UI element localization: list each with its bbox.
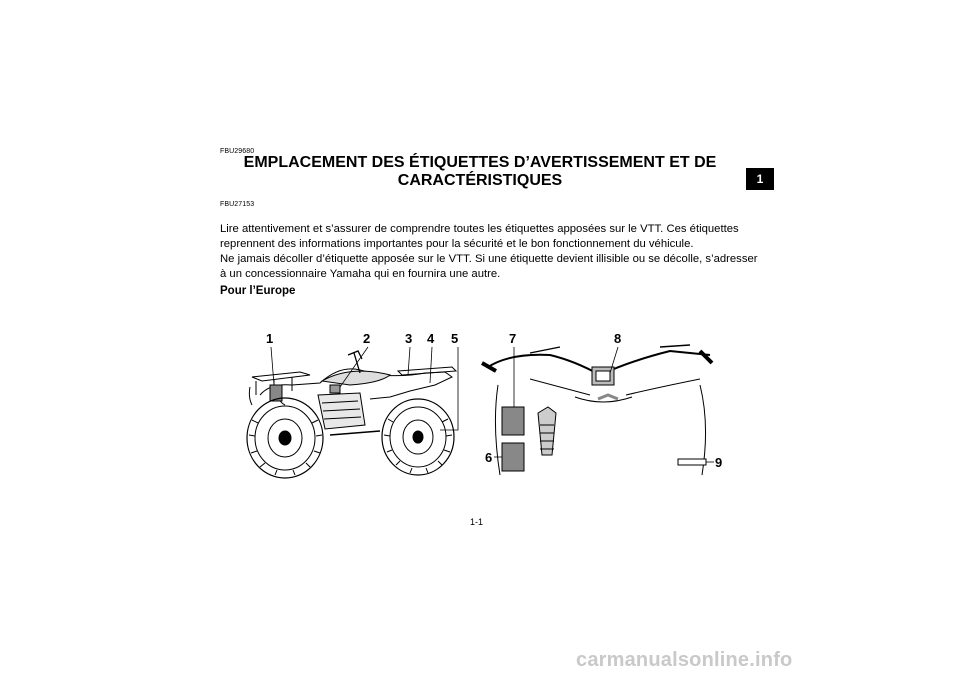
chapter-tab (746, 168, 774, 190)
body-line-1: Lire attentivement et s’assurer de comprendre toutes les étiquettes apposées sur le VTT. Ces étiquettes (220, 223, 739, 235)
callout-3: 3 (405, 331, 413, 346)
callout-5: 5 (451, 331, 459, 346)
callout-1: 1 (266, 331, 274, 346)
section-code: FBU29680 (220, 148, 255, 155)
callout-4: 4 (427, 331, 435, 346)
watermark: carmanualsonline.info (576, 649, 793, 671)
callout-2: 2 (363, 331, 371, 346)
callout-7: 7 (509, 331, 517, 346)
page-number: 1-1 (470, 517, 484, 527)
atv-rear-wheel (247, 398, 323, 478)
page-title-line-1: EMPLACEMENT DES ÉTIQUETTES D’AVERTISSEMENT ET DE (243, 154, 717, 171)
callout-6: 6 (485, 450, 493, 465)
chapter-tab-label: 1 (756, 172, 764, 186)
body-line-3: Ne jamais décoller d’étiquette apposée sur le VTT. Si une étiquette devient illisible ou se décolle, s’adresser (220, 253, 758, 265)
leader-lines-right (494, 347, 714, 462)
paragraph-code: FBU27153 (220, 201, 255, 208)
body-line-4: à un concessionnaire Yamaha qui en fournira une autre. (220, 268, 501, 280)
atv-label-diagram (230, 325, 730, 485)
subheading-europe: Pour l’Europe (220, 285, 296, 297)
atv-front-wheel (382, 399, 454, 475)
page-title-line-2: CARACTÉRISTIQUES (397, 172, 563, 189)
body-line-2: reprennent des informations importantes pour la sécurité et le bon fonctionnement du véhicule. (220, 238, 694, 250)
leader-lines-left (271, 347, 458, 430)
atv-top-view (482, 345, 712, 475)
page-title (220, 154, 740, 190)
callout-9: 9 (715, 455, 723, 470)
callout-8: 8 (614, 331, 622, 346)
